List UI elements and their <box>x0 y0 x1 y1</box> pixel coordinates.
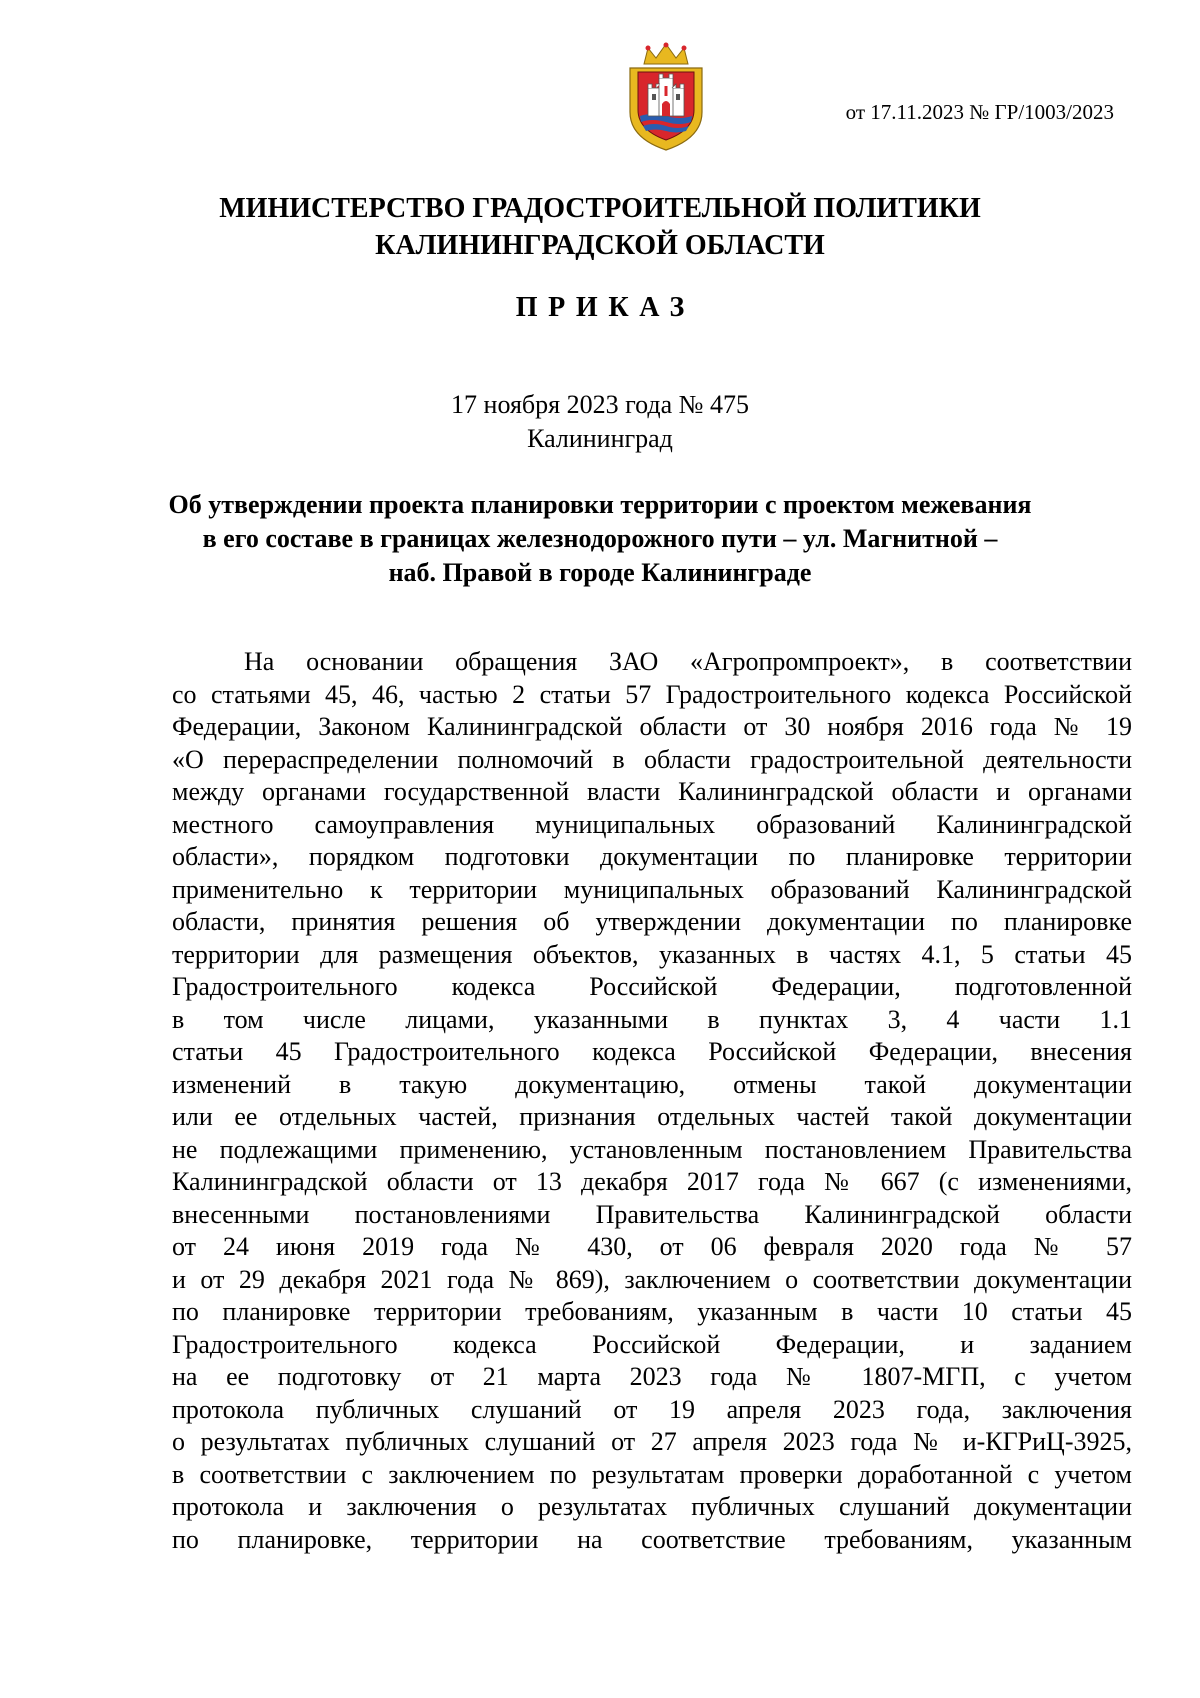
body-line: местного самоуправления муниципальных образований Калининградской <box>172 809 1132 839</box>
body-line: и от 29 декабря 2021 года № 869), заключением о соответствии документации <box>172 1264 1132 1294</box>
body-line: внесенными постановлениями Правительства Калининградской области <box>172 1199 1132 1229</box>
body-line: по планировке территории требованиям, указанным в части 10 статьи 45 <box>172 1297 1132 1326</box>
body-line: применительно к территории муниципальных образований Калининградской <box>172 874 1132 904</box>
body-line: территории для размещения объектов, указанных в частях 4.1, 5 статьи 45 <box>172 939 1132 969</box>
ministry-name <box>0 190 1200 264</box>
kaliningrad-coat-of-arms-icon <box>618 42 714 152</box>
ministry-name-line-1: МИНИСТЕРСТВО ГРАДОСТРОИТЕЛЬНОЙ ПОЛИТИКИ <box>219 193 981 224</box>
order-subject-line-2: в его составе в границах железнодорожного пути – ул. Магнитной – <box>202 524 998 553</box>
body-line: На основании обращения ЗАО «Агропромпроект», в соответствии <box>244 647 1132 676</box>
body-line: статьи 45 Градостроительного кодекса Российской Федерации, внесения <box>172 1037 1132 1066</box>
document-reference-line: от 17.11.2023 № ГР/1003/2023 <box>845 100 1114 124</box>
body-line: на ее подготовку от 21 марта 2023 года № 1807-МГП, с учетом <box>172 1362 1132 1391</box>
body-line: Градостроительного кодекса Российской Федерации, и заданием <box>172 1329 1132 1359</box>
order-date-number: 17 ноября 2023 года № 475 <box>451 390 749 419</box>
body-line: о результатах публичных слушаний от 27 апреля 2023 года № и-КГРиЦ-3925, <box>172 1427 1132 1456</box>
body-line: «О перераспределении полномочий в области градостроительной деятельности <box>172 744 1132 774</box>
body-line: не подлежащими применению, установленным постановлением Правительства <box>172 1134 1132 1164</box>
body-line: Градостроительного кодекса Российской Федерации, подготовленной <box>172 972 1132 1001</box>
body-line: по планировке, территории на соответствие требованиям, указанным <box>172 1524 1132 1554</box>
order-subject-line-3: наб. Правой в городе Калининграде <box>388 558 812 587</box>
body-line: протокола публичных слушаний от 19 апреля 2023 года, заключения <box>172 1394 1132 1424</box>
body-line: между органами государственной власти Калининградской области и органами <box>172 777 1132 806</box>
order-title: ПРИКАЗ <box>515 292 695 323</box>
ministry-name-line-2: КАЛИНИНГРАДСКОЙ ОБЛАСТИ <box>375 230 825 261</box>
body-line: в том числе лицами, указанными в пунктах 3, 4 части 1.1 <box>172 1004 1132 1034</box>
body-line: в соответствии с заключением по результатам проверки доработанной с учетом <box>172 1459 1132 1489</box>
body-line: Федерации, Законом Калининградской области от 30 ноября 2016 года № 19 <box>172 712 1132 741</box>
body-line: изменений в такую документацию, отмены такой документации <box>172 1069 1132 1099</box>
body-line: от 24 июня 2019 года № 430, от 06 февраля 2020 года № 57 <box>172 1232 1132 1261</box>
body-line: области», порядком подготовки документации по планировке территории <box>172 842 1132 871</box>
order-city: Калининград <box>527 424 673 453</box>
body-line: или ее отдельных частей, признания отдельных частей такой документации <box>172 1102 1132 1131</box>
body-line: области, принятия решения об утверждении документации по планировке <box>172 907 1132 936</box>
order-subject <box>0 488 1200 590</box>
body-line: протокола и заключения о результатах публичных слушаний документации <box>172 1492 1132 1521</box>
body-line: со статьями 45, 46, частью 2 статьи 57 Градостроительного кодекса Российской <box>172 679 1132 709</box>
order-body-text <box>172 646 1132 1556</box>
order-date-block <box>0 388 1200 456</box>
body-line: Калининградской области от 13 декабря 2017 года № 667 (с изменениями, <box>172 1167 1132 1196</box>
order-subject-line-1: Об утверждении проекта планировки территории с проектом межевания <box>168 490 1032 519</box>
